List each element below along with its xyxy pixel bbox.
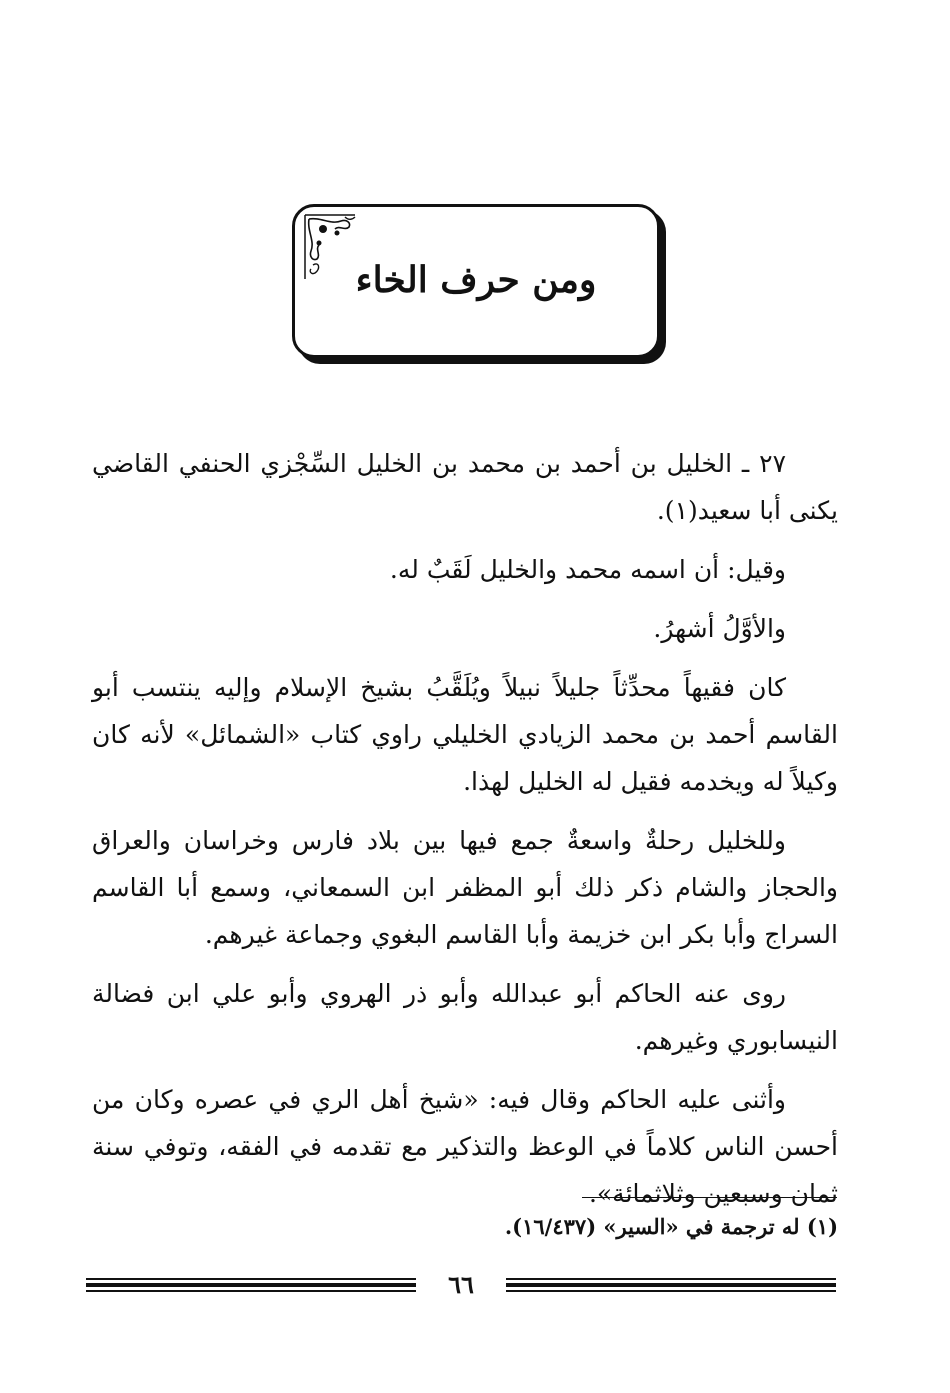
entry-paragraph-praise: وأثنى عليه الحاكم وقال فيه: «شيخ أهل الري في عصره وكان من أحسن الناس كلاماً في الوعظ والتذكير مع تقدمه في الفقه، وتوفي سنة ثمان وسبعين وثلاثمائة». — [92, 1085, 838, 1208]
entry-paragraph-name-note: وقيل: أن اسمه محمد والخليل لَقَبٌ له. — [389, 555, 786, 584]
footnote-divider — [582, 1197, 837, 1198]
entry-body — [92, 440, 838, 1229]
entry-paragraph-description: كان فقيهاً محدِّثاً جليلاً نبيلاً ويُلَقَّبُ بشيخ الإسلام وإليه ينتسب أبو القاسم أحمد بن محمد الزيادي الخليلي راوي كتاب «الشمائل» لأنه كان وكيلاً له ويخدمه فقيل له الخليل لهذا. — [92, 673, 838, 796]
footer-rule-right — [506, 1278, 836, 1295]
entry-paragraph-intro: ٢٧ ـ الخليل بن أحمد بن محمد بن الخليل السِّجْزي الحنفي القاضي يكنى أبا سعيد(١). — [92, 449, 838, 525]
entry-paragraph-narrators: روى عنه الحاكم أبو عبدالله وأبو ذر الهروي وأبو علي ابن فضالة النيسابوري وغيرهم. — [92, 979, 838, 1055]
chapter-heading-box — [292, 204, 660, 358]
footnote: (١) له ترجمة في «السير» (١٦/٤٣٧). — [504, 1214, 838, 1239]
page-number: ٦٦ — [448, 1270, 474, 1299]
chapter-title: ومن حرف الخاء — [355, 259, 597, 301]
entry-paragraph-preferred: والأوَّلُ أشهرُ. — [653, 614, 786, 643]
entry-paragraph-travels: وللخليل رحلةٌ واسعةٌ جمع فيها بين بلاد فارس وخراسان والعراق والحجاز والشام ذكر ذلك أبو المظفر ابن السمعاني، وسمع أبا القاسم السراج وأبا بكر ابن خزيمة وأبا القاسم البغوي وجماعة غيرهم. — [92, 826, 838, 949]
page-footer — [86, 1272, 836, 1302]
